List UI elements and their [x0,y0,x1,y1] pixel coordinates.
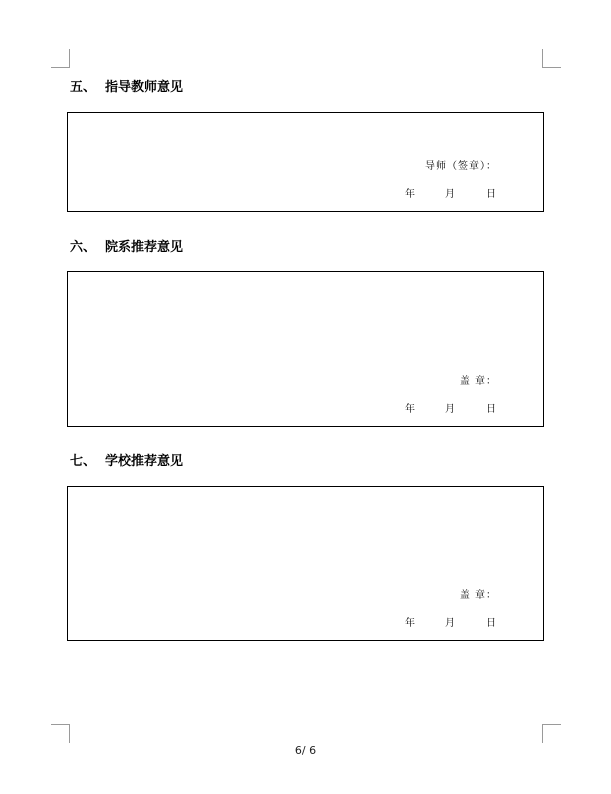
crop-mark-bottom-right [542,724,561,743]
advisor-signature-label: 导师（签章）： [425,161,497,172]
school-seal-label: 盖 章： [459,590,497,601]
section-heading-school-recommendation [70,454,183,470]
section-number: 六、 [70,240,97,255]
department-seal-label: 盖 章： [459,376,497,387]
crop-mark-top-right [542,49,561,68]
school-recommendation-box[interactable] [67,486,544,641]
section-number: 七、 [70,454,97,469]
date-day-label: 日 [486,404,496,415]
date-day-label: 日 [486,618,496,629]
date-year-label: 年 [405,404,415,415]
date-day-label: 日 [486,189,496,200]
date-month-label: 月 [445,189,455,200]
crop-mark-bottom-left [51,724,70,743]
section-heading-department-recommendation [70,240,183,256]
section-number: 五、 [70,80,97,95]
crop-mark-top-left [51,49,70,68]
page-number: 6/ 6 [294,744,317,757]
date-year-label: 年 [405,189,415,200]
date-month-label: 月 [445,404,455,415]
date-month-label: 月 [445,618,455,629]
section-title: 学校推荐意见 [105,454,184,469]
section-title: 院系推荐意见 [105,240,184,255]
date-year-label: 年 [405,618,415,629]
section-title: 指导教师意见 [105,80,184,95]
advisor-opinion-box[interactable] [67,112,544,212]
section-heading-advisor-opinion [70,80,183,96]
department-recommendation-box[interactable] [67,271,544,427]
